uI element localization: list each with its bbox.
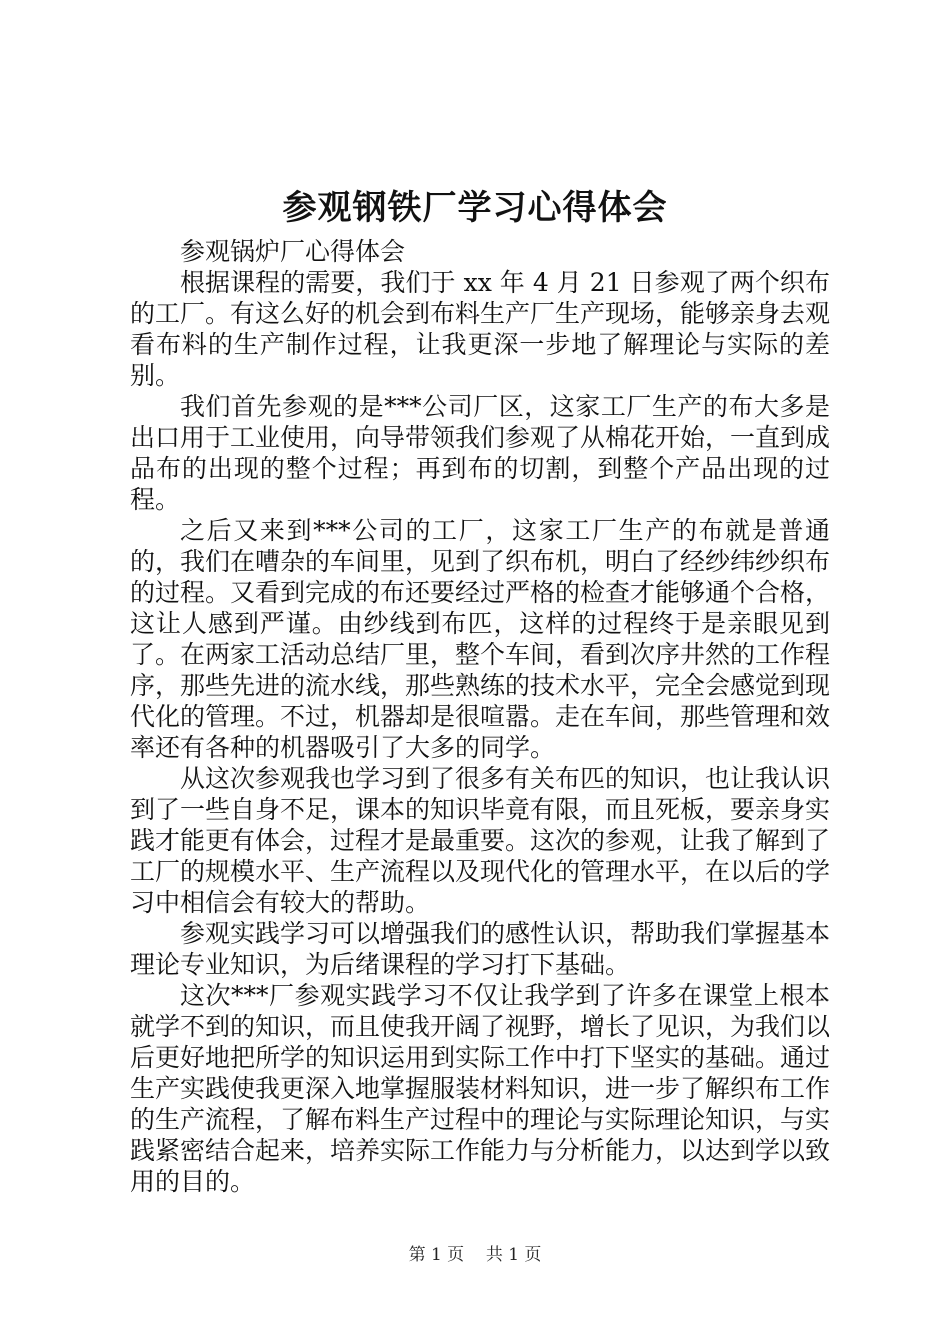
paragraph: 这次***厂参观实践学习不仅让我学到了许多在课堂上根本就学不到的知识，而且使我开阔了视野，增长了见识，为我们以后更好地把所学的知识运用到实际工作中打下坚实的基础。通过生产实践使我更深入地掌握服装材料知识，进一步了解织布工作的生产流程，了解布料生产过程中的理论与实际理论知识，与实践紧密结合起来，培养实际工作能力与分析能力，以达到学以致用的目的。 [130, 981, 831, 1196]
paragraph: 之后又来到***公司的工厂，这家工厂生产的布就是普通的，我们在嘈杂的车间里，见到了织布机，明白了经纱纬纱织布的过程。又看到完成的布还要经过严格的检查才能够通个合格，这让人感到严谨。由纱线到布匹，这样的过程终于是亲眼见到了。在两家工活动总结厂里，整个车间，看到次序井然的工作程序，那些先进的流水线，那些熟练的技术水平，完全会感觉到现代化的管理。不过，机器却是很喧嚣。走在车间，那些管理和效率还有各种的机器吸引了大多的同学。 [130, 516, 831, 762]
page-total: 共 1 页 [485, 1245, 542, 1265]
paragraph: 从这次参观我也学习到了很多有关布匹的知识，也让我认识到了一些自身不足，课本的知识毕竟有限，而且死板，要亲身实践才能更有体会，过程才是最重要。这次的参观，让我了解到了工厂的规模水平、生产流程以及现代化的管理水平，在以后的学习中相信会有较大的帮助。 [130, 764, 831, 917]
paragraph: 参观实践学习可以增强我们的感性认识，帮助我们掌握基本理论专业知识，为后绪课程的学习打下基础。 [130, 919, 831, 979]
footer-spacer [470, 1245, 481, 1265]
paragraph-subtitle: 参观锅炉厂心得体会 [180, 237, 406, 266]
paragraph: 我们首先参观的是***公司厂区，这家工厂生产的布大多是出口用于工业使用，向导带领我们参观了从棉花开始，一直到成品布的出现的整个过程；再到布的切割，到整个产品出现的过程。 [130, 392, 831, 514]
page-footer [0, 1243, 950, 1267]
page-number: 第 1 页 [408, 1245, 465, 1265]
paragraph: 根据课程的需要，我们于 xx 年 4 月 21 日参观了两个织布的工厂。有这么好的机会到布料生产厂生产现场，能够亲身去观看布料的生产制作过程，让我更深一步地了解理论与实际的差别。 [130, 268, 831, 390]
document-body [130, 236, 830, 1197]
document-title: 参观钢铁厂学习心得体会 [282, 188, 668, 228]
